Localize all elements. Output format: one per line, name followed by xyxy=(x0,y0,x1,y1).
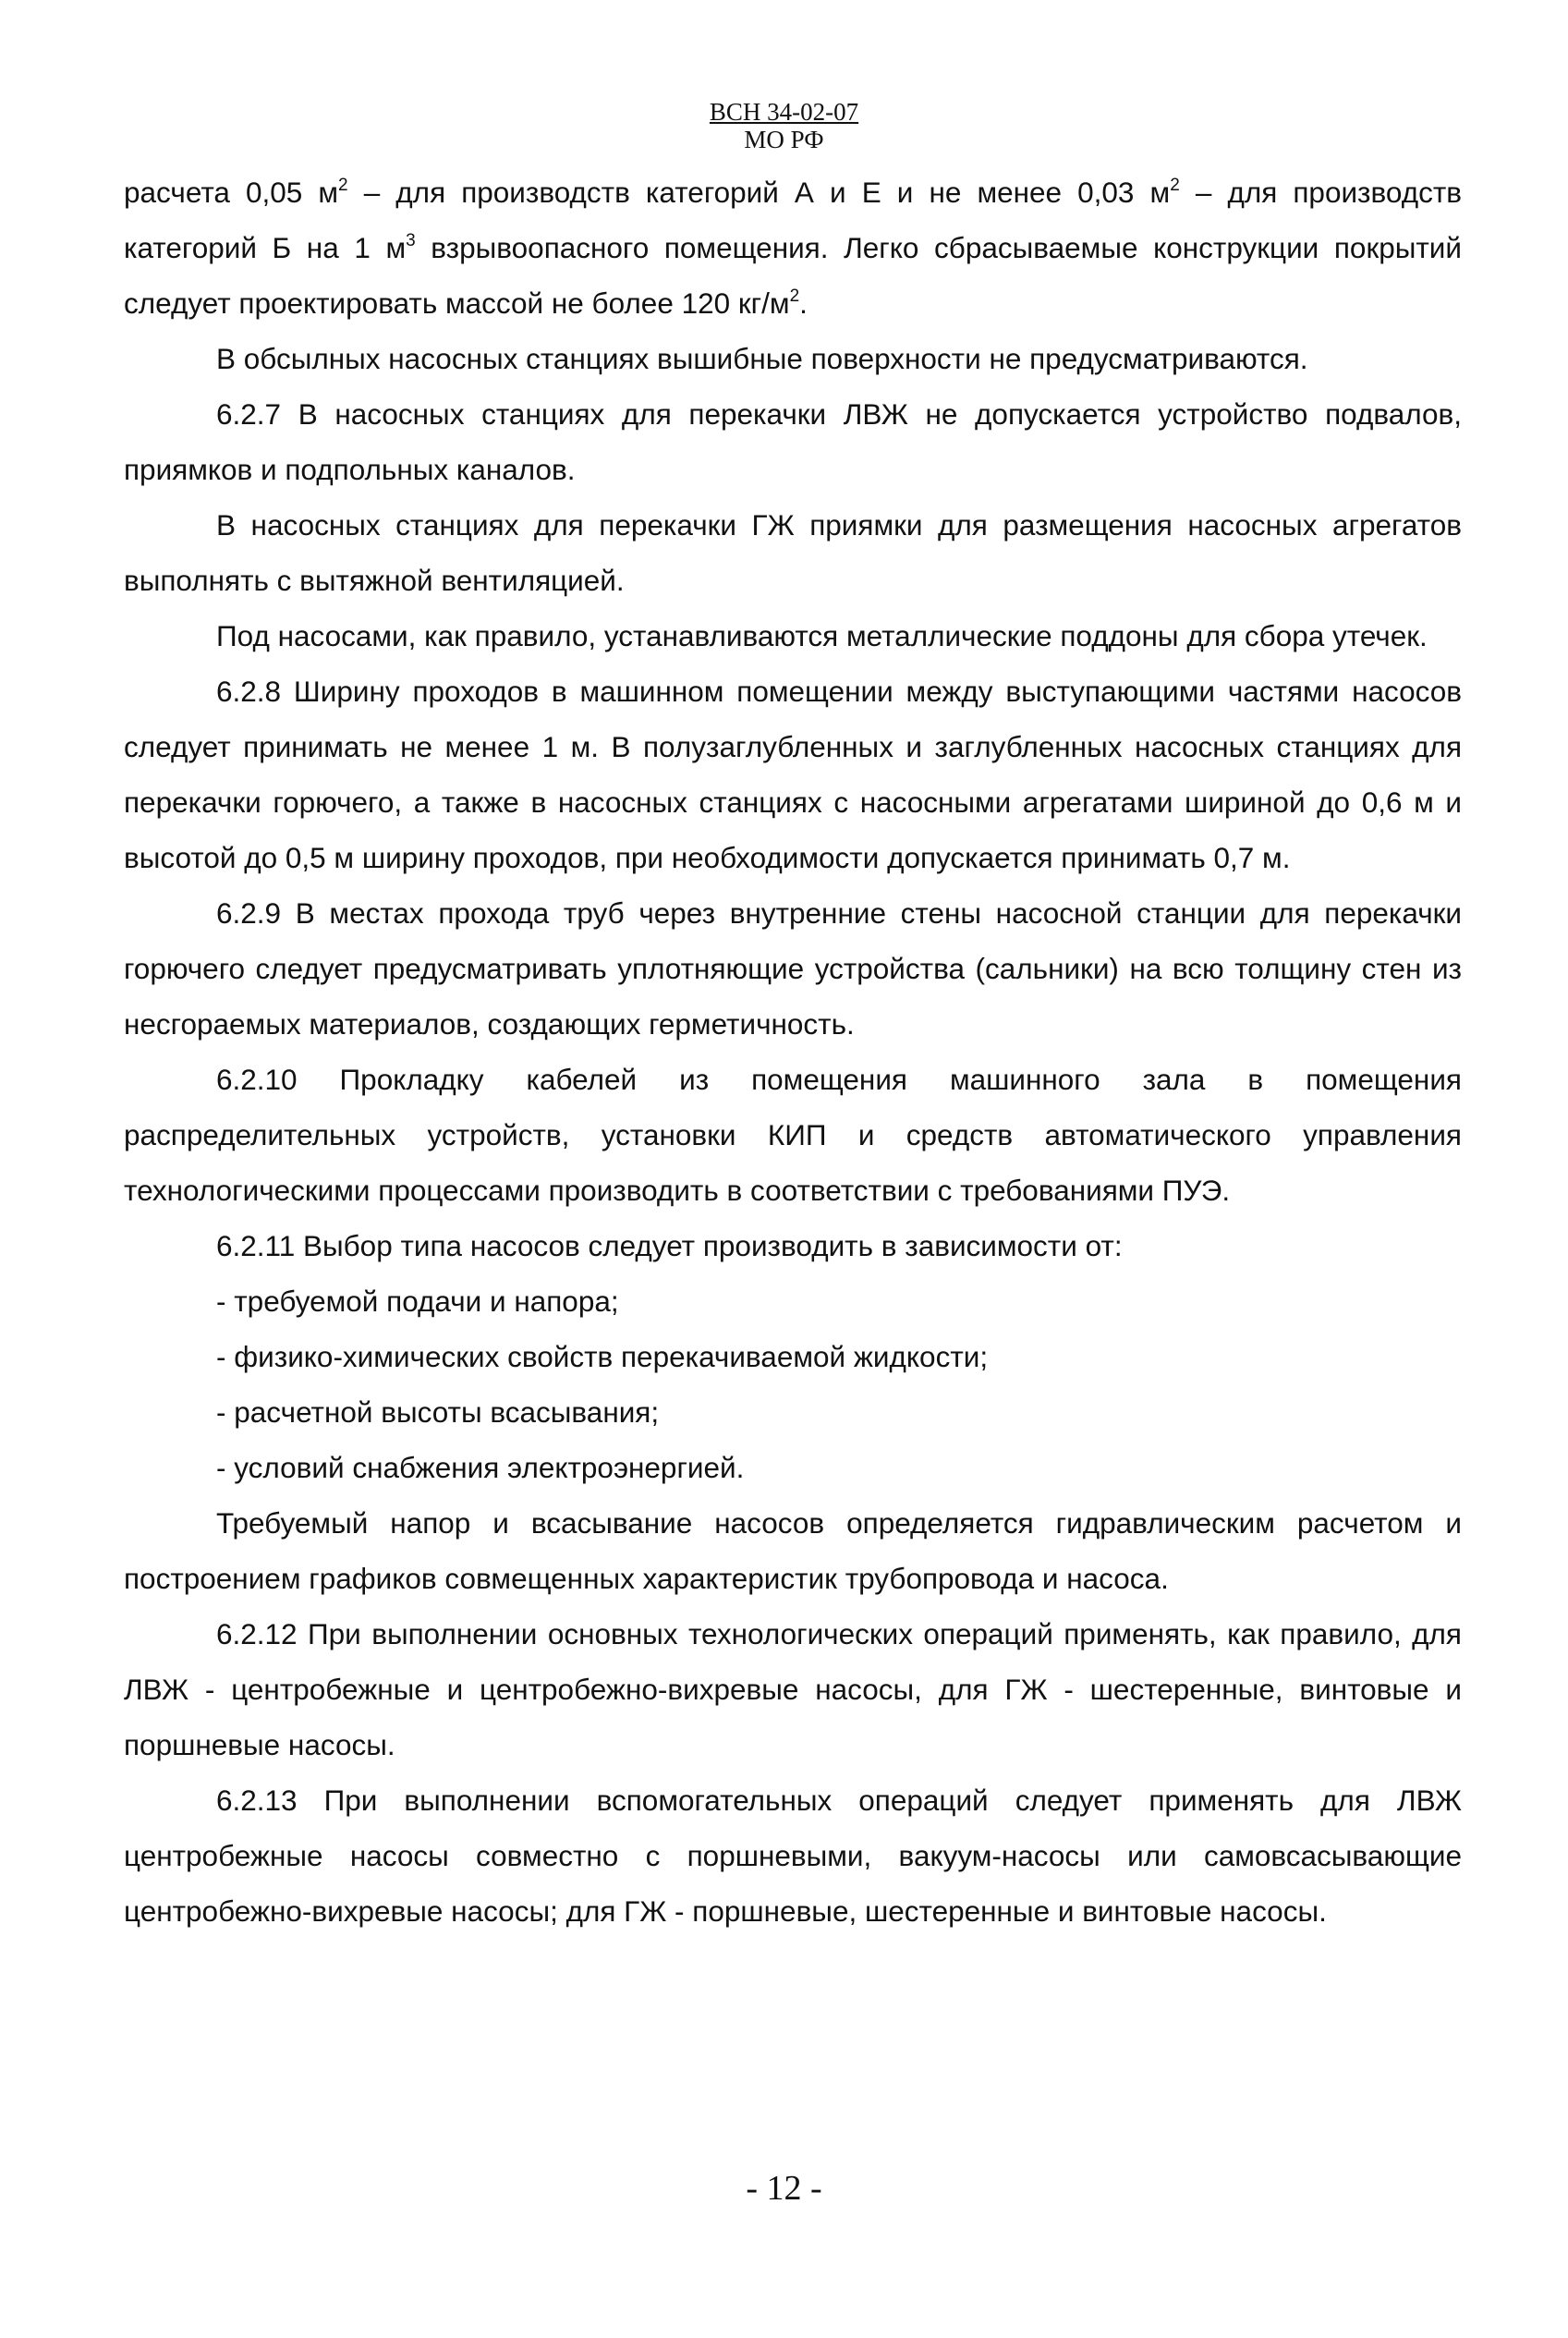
text-fragment: . xyxy=(799,286,808,320)
superscript: 2 xyxy=(1170,176,1180,195)
list-item: - расчетной высоты всасывания; xyxy=(216,1395,660,1429)
superscript: 2 xyxy=(789,286,800,306)
text-fragment: – для производств категорий А и Е и не менее 0,03 м xyxy=(347,176,1171,209)
paragraph-6-2-11: 6.2.11 Выбор типа насосов следует производить в зависимости от: xyxy=(216,1229,1123,1262)
paragraph-6-2-7: 6.2.7 В насосных станциях для перекачки ЛВЖ не допускается устройство подвалов, приямков и подпольных каналов. xyxy=(124,397,1462,486)
paragraph-6-2-8: 6.2.8 Ширину проходов в машинном помещении между выступающими частями насосов следует принимать не менее 1 м. В полузаглубленных и заглубленных насосных станциях для перекачки горючего, а также в насосных станциях с насосными агрегатами шириной до 0,6 м и высотой до 0,5 м ширину проходов, при необходимости допускается принимать 0,7 м. xyxy=(124,675,1462,874)
paragraph-6-2-13: 6.2.13 При выполнении вспомогательных операций следует применять для ЛВЖ центробежные насосы совместно с поршневыми, вакуум-насосы или самовсасывающие центробежно-вихревые насосы; для ГЖ - поршневые, шестеренные и винтовые насосы. xyxy=(124,1784,1462,1928)
text-fragment: – для производств категорий Б на 1 м xyxy=(124,176,1462,264)
superscript: 2 xyxy=(338,176,348,195)
text-fragment: расчета 0,05 м xyxy=(124,176,339,209)
text-fragment: взрывоопасного помещения. Легко сбрасываемые конструкции покрытий следует проектировать массой не более 120 кг/м xyxy=(124,231,1462,320)
page-number: - 12 - xyxy=(746,2169,822,2208)
list-item: - физико-химических свойств перекачиваемой жидкости; xyxy=(216,1340,989,1373)
paragraph-6-2-12: 6.2.12 При выполнении основных технологических операций применять, как правило, для ЛВЖ - центробежные и центробежно-вихревые насосы, для ГЖ - шестеренные, винтовые и поршневые насосы. xyxy=(124,1617,1462,1761)
list-item: - требуемой подачи и напора; xyxy=(216,1285,619,1318)
document-header xyxy=(0,98,1568,153)
paragraph-6-2-9: 6.2.9 В местах прохода труб через внутренние стены насосной станции для перекачки горючего следует предусматривать уплотняющие устройства (сальники) на всю толщину стен из несгораемых материалов, создающих герметичность. xyxy=(124,896,1462,1041)
paragraph-6-2-10: 6.2.10 Прокладку кабелей из помещения машинного зала в помещения распределительных устройств, установки КИП и средств автоматического управления технологическими процессами производить в соответствии с требованиями ПУЭ. xyxy=(124,1063,1462,1207)
superscript: 3 xyxy=(406,231,416,250)
list-item: - условий снабжения электроэнергией. xyxy=(216,1451,745,1484)
paragraph: В обсылных насосных станциях вышибные поверхности не предусматриваются. xyxy=(216,342,1308,375)
paragraph: Под насосами, как правило, устанавливаются металлические поддоны для сбора утечек. xyxy=(216,619,1428,652)
document-body xyxy=(124,164,1462,1939)
paragraph: В насосных станциях для перекачки ГЖ приямки для размещения насосных агрегатов выполнять с вытяжной вентиляцией. xyxy=(124,508,1462,597)
paragraph: Требуемый напор и всасывание насосов определяется гидравлическим расчетом и построением графиков совмещенных характеристик трубопровода и насоса. xyxy=(124,1506,1462,1595)
paragraph-continuation xyxy=(124,164,1462,331)
document-organization: МО РФ xyxy=(744,126,824,153)
document-code: ВСН 34-02-07 xyxy=(709,98,859,126)
